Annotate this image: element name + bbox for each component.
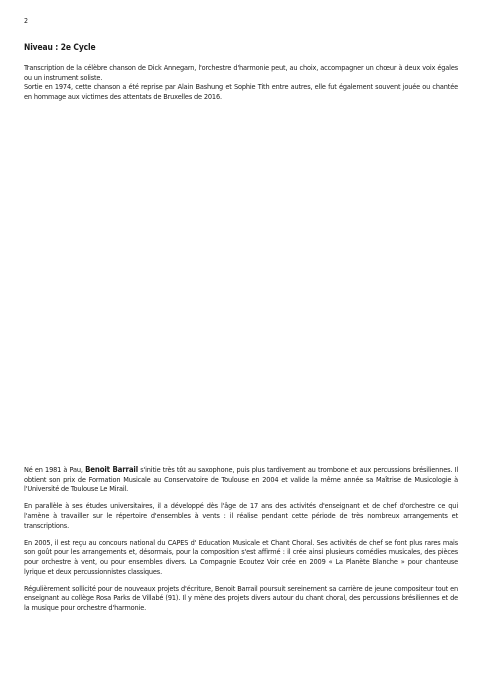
page-number: 2	[24, 17, 29, 25]
bio-paragraph-3: En 2005, il est reçu au concours national du CAPES d' Education Musicale et Chant Choral. Ses activités de chef se font plus rares mais son goût pour les arrangements et, désormais, pour la composition s'est affirmé : il crée ainsi plusieurs comédies musicales, des pièces pour orchestre à vent, ou pour ensembles divers. La Compagnie Ecoutez Voir crée en 2009 « La Planète Blanche » pour chanteuse lyrique et deux percussionnistes classiques.	[24, 537, 458, 576]
intro-paragraph-1: Transcription de la célèbre chanson de Dick Annegarn, l'orchestre d'harmonie peut, au choix, accompagner un chœur à deux voix égales ou un instrument soliste.	[24, 63, 458, 82]
level-heading: Niveau : 2e Cycle	[24, 42, 96, 52]
bio-intro-text: Né en 1981 à Pau,	[24, 465, 86, 474]
biography-section	[24, 465, 458, 620]
bio-paragraph-2: En parallèle à ses études universitaires, il a développé dès l'âge de 17 ans des activités d'enseignant et de chef d'orchestre ce qui l'amène à travailler sur le répertoire d'ensembles à vents : il réalise pendant cette période de très nombreux arrangements et transcriptions.	[24, 501, 458, 530]
composer-name: Benoit Barrail	[85, 465, 138, 474]
bio-paragraph-1	[24, 465, 458, 494]
intro-section	[24, 63, 458, 101]
bio-paragraph-4: Régulièrement sollicité pour de nouveaux projets d'écriture, Benoit Barrail poursuit sereinement sa carrière de jeune compositeur tout en enseignant au collège Rosa Parks de Villabé (91). Il y mène des projets divers autour du chant choral, des percussions brésiliennes et de la musique pour orchestre d'harmonie.	[24, 583, 458, 612]
bio-paragraph-1-text: s'initie très tôt au saxophone, puis plus tardivement au trombone et aux percussions brésiliennes. Il obtient son prix de Formation Musicale au Conservatoire de Toulouse en 2004 et valide la même année sa Maîtrise de Musicologie à l'Université de Toulouse Le Mirail.	[24, 465, 459, 494]
intro-paragraph-2: Sortie en 1974, cette chanson a été reprise par Alain Bashung et Sophie Tith entre autres, elle fut également souvent jouée ou chantée en hommage aux victimes des attentats de Bruxelles de 2016.	[24, 82, 458, 101]
